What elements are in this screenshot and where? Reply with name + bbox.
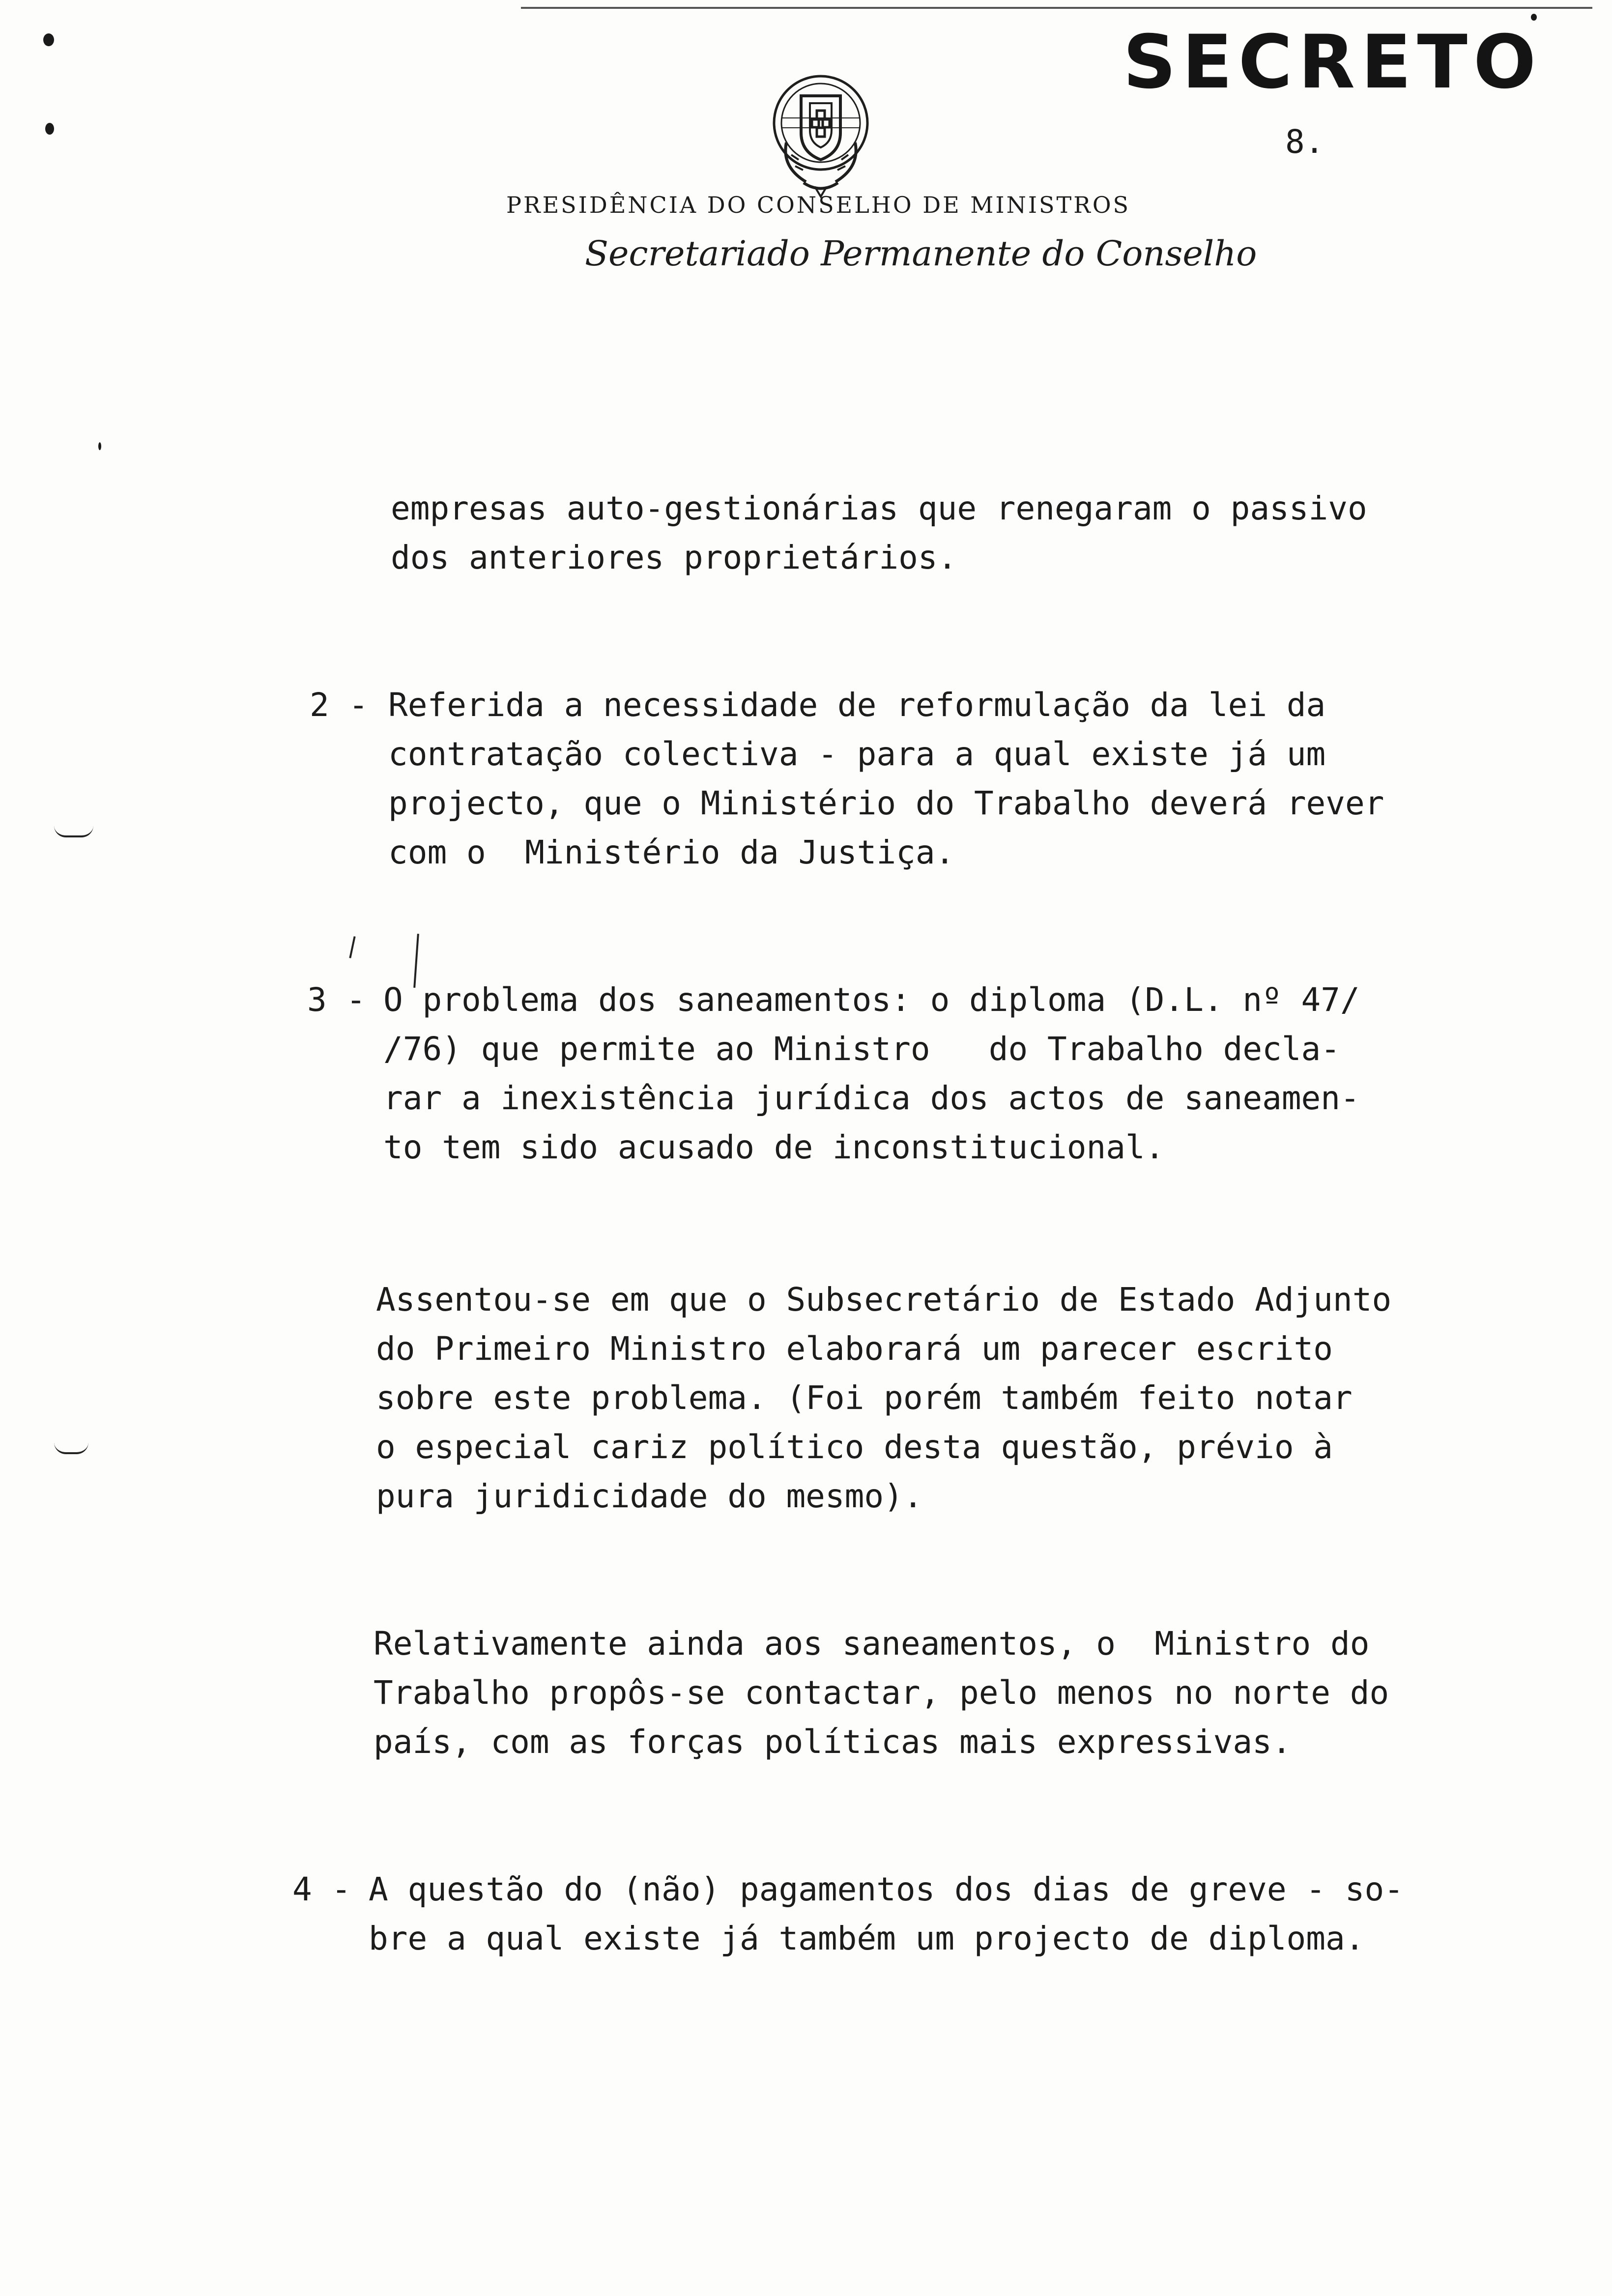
text-line: sobre este problema. (Foi porém também feito notar <box>376 1379 1353 1417</box>
text-line: A questão do (não) pagamentos dos dias de greve - so- <box>369 1870 1404 1908</box>
scan-speck <box>98 442 101 450</box>
intro-paragraph <box>391 484 1367 582</box>
text-line: rar a inexistência jurídica dos actos de saneamen- <box>383 1079 1360 1117</box>
item-number: 2 - <box>310 686 369 724</box>
organization-header: PRESIDÊNCIA DO CONSELHO DE MINISTROS <box>506 192 1131 218</box>
scan-border-line <box>521 7 1592 9</box>
text-line: bre a qual existe já também um projecto de diploma. <box>369 1920 1365 1957</box>
text-line: dos anteriores proprietários. <box>391 539 957 576</box>
item-3-paragraph <box>383 976 1360 1172</box>
text-line: pura juridicidade do mesmo). <box>376 1477 923 1515</box>
text-line: do Primeiro Ministro elaborará um parecer escrito <box>376 1330 1333 1368</box>
text-line: Trabalho propôs-se contactar, pelo menos no norte do <box>374 1674 1389 1712</box>
text-line: /76) que permite ao Ministro do Trabalho decla- <box>383 1030 1341 1068</box>
department-subheader: Secretariado Permanente do Conselho <box>585 233 1257 274</box>
labour-ministry-paragraph <box>374 1619 1389 1767</box>
coat-of-arms-emblem <box>752 54 890 201</box>
resolution-paragraph <box>376 1275 1391 1521</box>
item-2-paragraph <box>388 681 1384 877</box>
text-line: Relativamente ainda aos saneamentos, o Ministro do <box>374 1625 1370 1663</box>
page-number: 8. <box>1285 123 1324 161</box>
text-line: Assentou-se em que o Subsecretário de Estado Adjunto <box>376 1281 1392 1319</box>
text-line: to tem sido acusado de inconstitucional. <box>383 1128 1165 1166</box>
text-line: o especial cariz político desta questão, prévio à <box>376 1428 1333 1466</box>
item-number: 3 - <box>307 981 366 1019</box>
item-4-paragraph <box>369 1865 1404 1963</box>
text-line: com o Ministério da Justiça. <box>388 833 955 871</box>
scan-speck <box>45 123 54 135</box>
item-number: 4 - <box>292 1870 351 1908</box>
binder-hole-mark <box>54 1442 88 1454</box>
text-line: projecto, que o Ministério do Trabalho deverá rever <box>388 784 1384 822</box>
text-line: O problema dos saneamentos: o diploma (D.L. nº 47/ <box>383 981 1360 1019</box>
text-line: empresas auto-gestionárias que renegaram o passivo <box>391 489 1367 527</box>
binder-hole-mark <box>54 826 93 837</box>
secret-stamp: SECRETO <box>1123 20 1542 105</box>
text-line: país, com as forças políticas mais expressivas. <box>374 1723 1292 1761</box>
text-line: contratação colectiva - para a qual existe já um <box>388 735 1326 773</box>
scan-speck <box>43 33 54 46</box>
text-line: Referida a necessidade de reformulação da lei da <box>388 686 1326 724</box>
handwritten-stroke <box>349 936 355 958</box>
